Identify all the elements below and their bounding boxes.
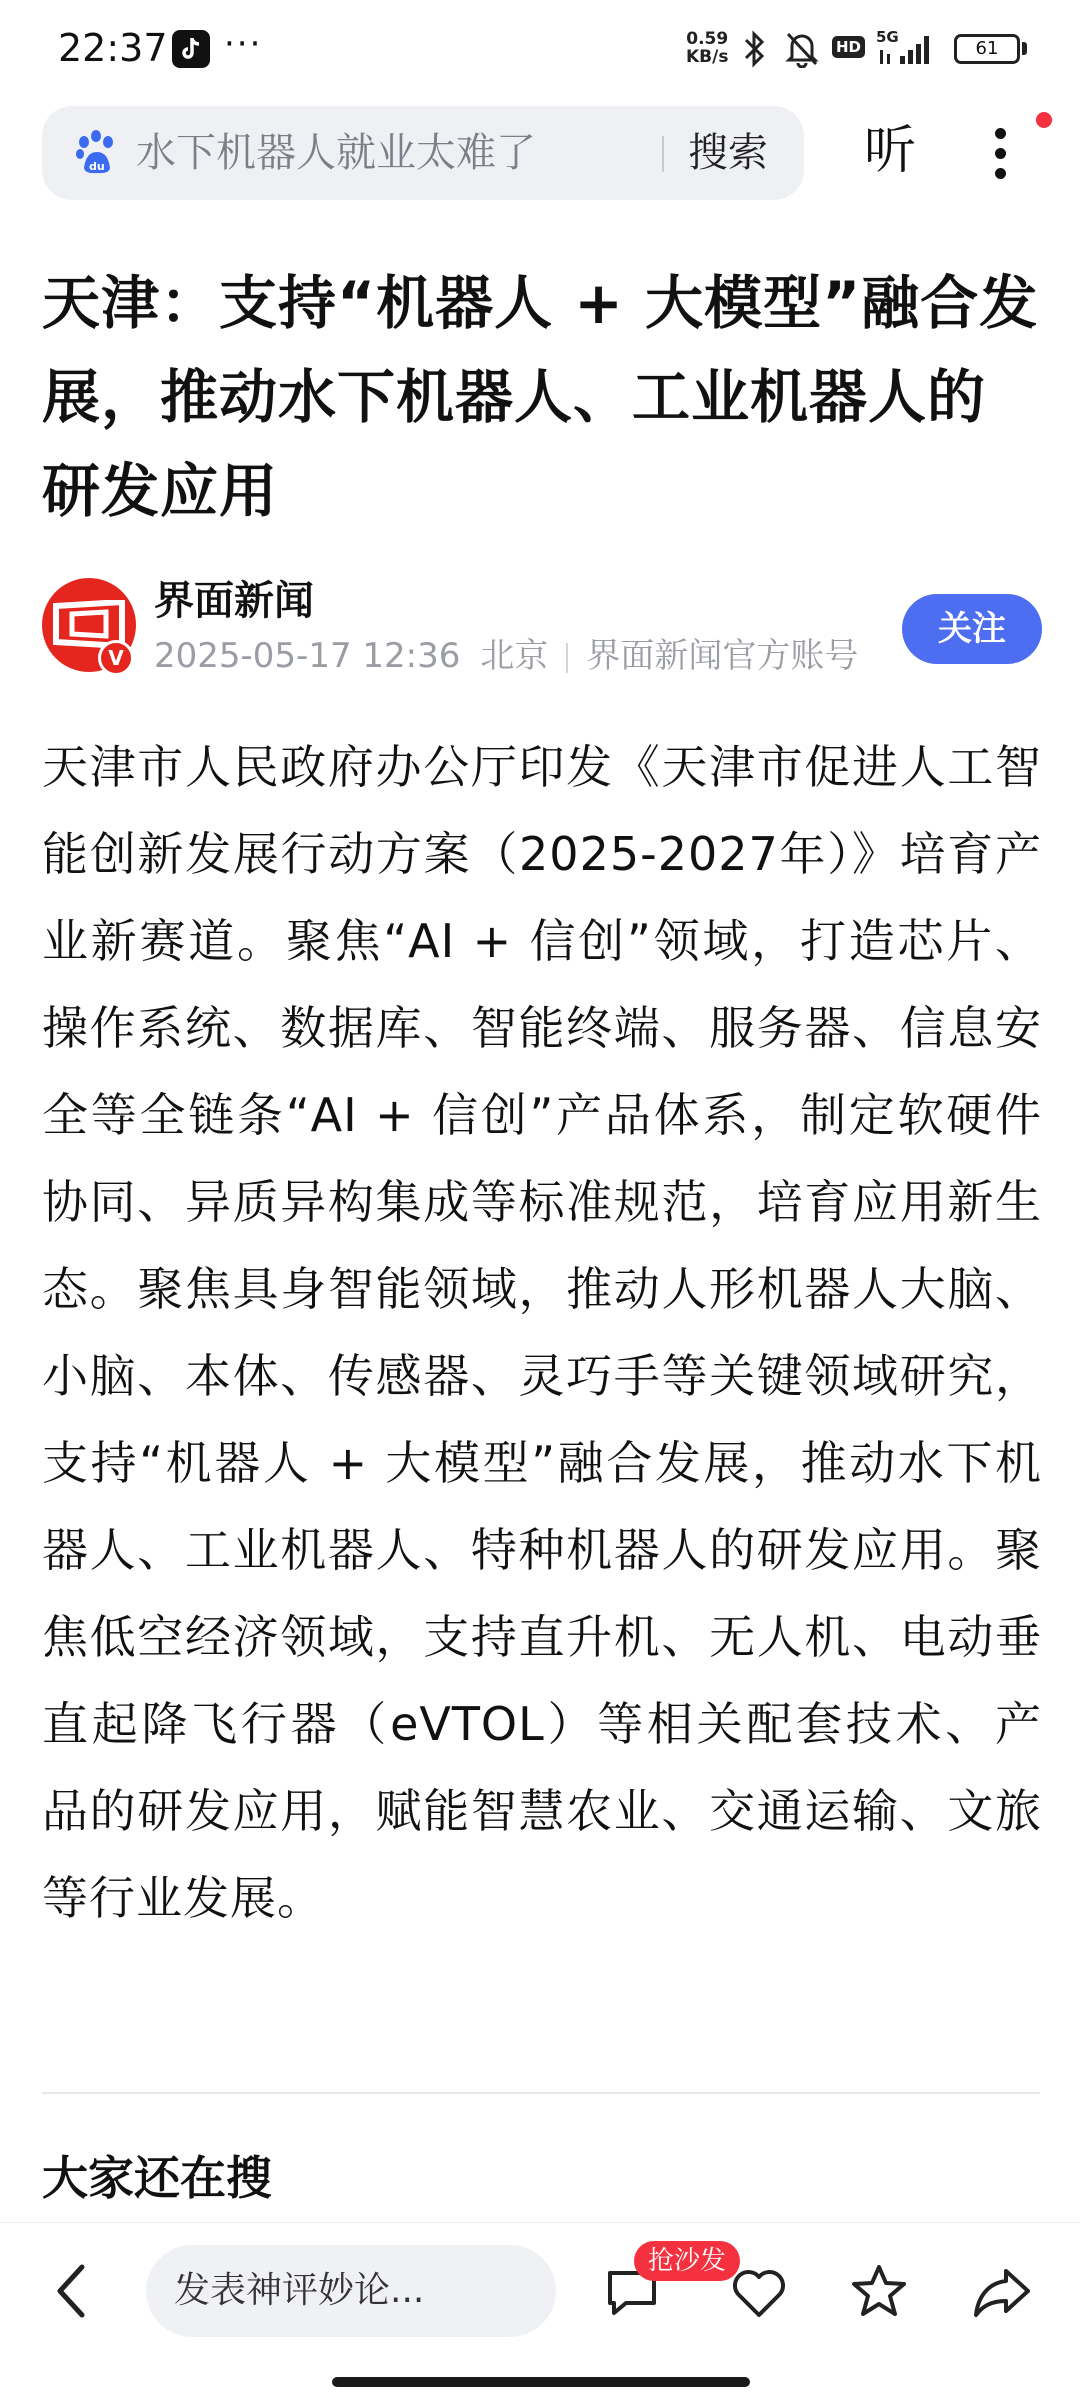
baidu-paw-icon [72,128,122,182]
net-speed [686,30,728,66]
bluetooth-icon [742,30,768,72]
battery-tip [1022,42,1027,55]
article-body: 天津市人民政府办公厅印发《天津市促进人工智能创新发展行动方案（2025-2027年）》培育产业新赛道。聚焦“AI + 信创”领域，打造芯片、操作系统、数据库、智能终端、服务器、信息安全等全链条“AI + 信创”产品体系，制定软硬件协同、异质异构集成等标准规范，培育应用新生态。聚焦具身智能领域，推动人形机器人大脑、小脑、本体、传感器、灵巧手等关键领域研究，支持“机器人 + 大模型”融合发展，推动水下机器人、工业机器人、特种机器人的研发应用。聚焦低空经济领域，支持直升机、无人机、电动垂直起降飞行器（eVTOL）等相关配套技术、产品的研发应用，赋能智慧农业、交通运输、文旅等行业发展。 [42,740,1042,1925]
section-divider [42,2092,1040,2094]
heart-icon[interactable] [730,2267,788,2323]
publish-location: 北京 [480,636,549,676]
article-meta [154,634,858,678]
hd-icon: HD [832,36,865,58]
verified-badge: V [98,640,134,676]
svg-text:du: du [89,160,105,173]
search-divider [662,136,664,172]
net-speed-unit: KB/s [686,47,729,67]
listen-button[interactable]: 听 [864,121,917,181]
status-time: 22:37 [58,26,168,70]
net-speed-value: 0.59 [686,29,729,49]
mute-bell-icon [784,30,820,72]
comment-input[interactable]: 发表神评妙论... [146,2245,556,2337]
follow-button[interactable]: 关注 [902,594,1042,664]
tiktok-icon [172,30,210,68]
search-input[interactable]: 水下机器人就业太难了 [136,130,536,176]
signal-5g-icon [876,28,938,72]
publish-date: 2025-05-17 12:36 [154,636,461,676]
back-arrow-icon[interactable] [52,2261,92,2325]
sofa-badge[interactable]: 抢沙发 [634,2241,740,2281]
more-notifications-icon: ··· [224,24,263,64]
battery-icon [954,34,1020,64]
star-icon[interactable] [850,2263,908,2323]
account-type: 界面新闻官方账号 [586,636,859,676]
status-bar [0,0,1080,100]
more-menu-icon[interactable] [986,124,1016,184]
notification-dot [1036,112,1052,128]
search-button[interactable]: 搜索 [688,130,768,176]
network-label: 5G [876,28,899,46]
meta-divider [566,643,568,673]
battery-level: 61 [975,38,999,59]
related-searches-title: 大家还在搜 [42,2151,272,2205]
author-name[interactable]: 界面新闻 [154,578,314,624]
search-bar[interactable] [42,106,804,200]
bottom-action-bar [0,2222,1080,2400]
article-title: 天津：支持“机器人 + 大模型”融合发展，推动水下机器人、工业机器人的研发应用 [42,269,1039,525]
share-icon[interactable] [972,2265,1032,2323]
home-indicator[interactable] [332,2377,750,2387]
